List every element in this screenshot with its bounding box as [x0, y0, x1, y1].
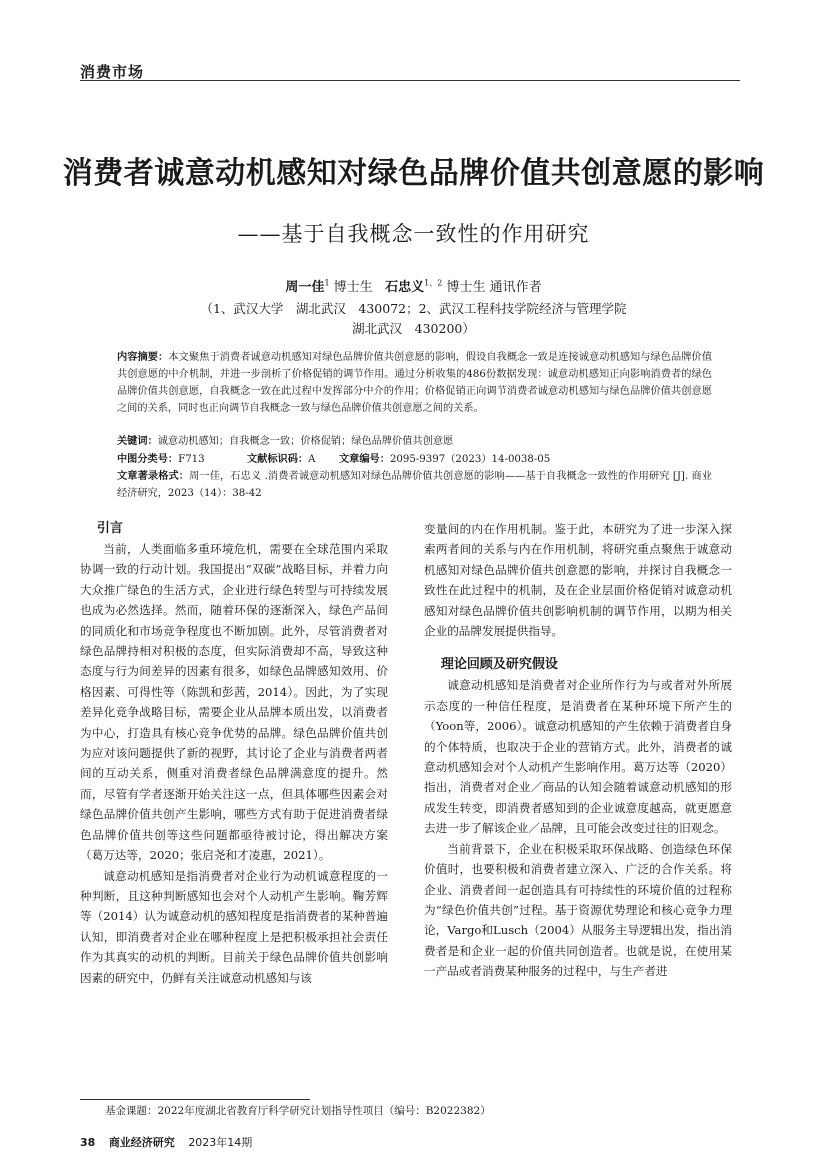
right-column	[424, 519, 732, 982]
classification-line	[117, 451, 712, 468]
keywords	[117, 433, 712, 450]
top-rule	[80, 80, 740, 81]
keywords-text: 诚意动机感知；自我概念一致；价格促销；绿色品牌价值共创意愿	[157, 436, 454, 447]
author-2-name: 石忠义	[385, 280, 425, 295]
journal-name: 商业经济研究	[108, 1136, 175, 1149]
affiliation-line-2: 湖北武汉 430200）	[352, 321, 475, 336]
articleno-value: 2095-9397（2023）14-0038-05	[389, 454, 551, 465]
intro-paragraph-2: 诚意动机感知是指消费者对企业行为动机诚意程度的一种判断，且这种判断感知也会对个人动机产生影响。鞠芳辉等（2014）认为诚意动机的感知程度是指消费者的某种普遍认知，即消费者对企业在哪种程度上是把积极承担社会责任作为其真实的动机的判断。目前关于绿色品牌价值共创影响因素的研究中，仍鲜有关注诚意动机感知与该	[80, 868, 388, 985]
affiliation-line-1: （1、武汉大学 湖北武汉 430072；2、武汉工程科技学院经济与管理学院	[200, 301, 627, 316]
abstract-label: 内容摘要：	[117, 352, 169, 363]
author-line	[0, 276, 827, 295]
article-subtitle: ——基于自我概念一致性的作用研究	[237, 222, 590, 246]
section-tag: 消费市场	[80, 63, 145, 81]
left-column	[80, 519, 388, 988]
doccode-value: A	[308, 454, 316, 465]
author-1-role: 博士生	[333, 280, 373, 295]
review-paragraph-1: 诚意动机感知是消费者对企业所作行为与或者对外所展示态度的一种信任程度，是消费者在某种环境下所产生的（Yoon等，2006）。诚意动机感知的产生依赖于消费者自身的个体特质，也取决于企业的营销方式。此外，消费者的诚意动机感知会对个人动机产生影响作用。葛万达等（2020）指出，消费者对企业／商品的认知会随着诚意动机感知的形成发生转变，即消费者感知到的企业诚意度越高，就更愿意去进一步了解该企业／品牌，且可能会改变过往的旧观念。	[424, 678, 732, 836]
citation-label: 文章著录格式：	[117, 471, 190, 482]
review-paragraph-2: 当前背景下，企业在积极采取环保战略、创造绿色环保价值时，也要积极和消费者建立深入、广泛的合作关系。将企业、消费者间一起创造具有可持续性的环境价值的过程称为“绿色价值共创”过程。基于资源优势理论和核心竞争力理论，Vargo和Lusch（2004）从服务主导逻辑出发，指出消费者是和企业一起的价值共同创造者。也就是说，在使用某一产品或者消费某种服务的过程中，与生产者进	[424, 841, 732, 979]
clc-value: F713	[178, 454, 205, 465]
intro-paragraph-1: 当前，人类面临多重环境危机，需要在全球范围内采取协调一致的行动计划。我国提出“双碳”战略目标，并着力向大众推广绿色的生活方式，企业进行绿色转型与可持续发展也成为必然选择。然而，随着环保的逐渐深入，绿色产品间的同质化和市场竞争程度也不断加剧。此外，尽管消费者对绿色品牌持相对积极的态度，但实际消费却不高，导致这种态度与行为间差异的因素有很多，如绿色品牌感知效用、价格因素、可得性等（陈凯和彭茜，2014）。因此，为了实现差异化竞争战略目标，需要企业从品牌本质出发，以消费者为中心，打造具有核心竞争优势的品牌。绿色品牌价值共创为应对该问题提供了新的视野，其讨论了企业与消费者两者间的互动关系，侧重对消费者绿色品牌满意度的提升。然而，尽管有学者逐渐开始关注这一点，但具体哪些因素会对绿色品牌价值共创产生影响，哪些方式有助于促进消费者绿色品牌价值共创等这些问题都亟待被讨论，得出解决方案（葛万达等，2020；张启尧和才凌惠，2021）。	[80, 542, 388, 863]
intro-paragraph-3: 变量间的内在作用机制。鉴于此，本研究为了进一步深入探索两者间的关系与内在作用机制，将研究重点聚焦于诚意动机感知对绿色品牌价值共创意愿的影响，并探讨自我概念一致性在此过程中的机制，及在企业层面价格促销对诚意动机感知对绿色品牌价值共创影响机制的调节作用，以期为相关企业的品牌发展提供指导。	[424, 522, 732, 639]
articleno-label: 文章编号：	[339, 454, 390, 465]
clc-label: 中图分类号：	[117, 454, 179, 465]
author-1-affil-mark: 1	[324, 278, 330, 288]
citation	[117, 468, 712, 502]
page-number: 38	[80, 1136, 96, 1149]
article-title: 消费者诚意动机感知对绿色品牌价值共创意愿的影响	[62, 156, 765, 191]
author-1-name: 周一佳	[285, 280, 325, 295]
intro-heading: 引言	[96, 521, 123, 536]
issue-label: 2023年14期	[188, 1136, 253, 1149]
footnote-rule	[80, 1099, 310, 1100]
abstract-text: 本文聚焦于消费者诚意动机感知对绿色品牌价值共创意愿的影响，假设自我概念一致是连接诚意动机感知与绿色品牌价值共创意愿的中介机制，并进一步剖析了价格促销的调节作用。通过分析收集的486份数据发现：诚意动机感知正向影响消费者的绿色品牌价值共创意愿，自我概念一致在此过程中发挥部分中介的作用；价格促销正向调节消费者诚意动机感知与绿色品牌价值共创意愿之间的关系，同时也正向调节自我概念一致与绿色品牌价值共创意愿之间的关系。	[117, 352, 713, 414]
author-2-role: 博士生 通讯作者	[446, 280, 542, 295]
doccode-label: 文献标识码：	[247, 454, 309, 465]
review-heading: 理论回顾及研究假设	[440, 657, 558, 673]
citation-text: 周一佳，石忠义 .消费者诚意动机感知对绿色品牌价值共创意愿的影响——基于自我概念一致性的作用研究 [J]. 商业经济研究，2023（14）：38-42	[117, 471, 712, 499]
author-2-affil-mark: 1、2	[424, 278, 443, 288]
keywords-label: 关键词：	[117, 436, 158, 447]
page-footer	[80, 1134, 252, 1150]
funding-footnote: 基金课题：2022年度湖北省教育厅科学研究计划指导性项目（编号：B2022382）	[105, 1105, 491, 1117]
abstract	[117, 349, 712, 417]
